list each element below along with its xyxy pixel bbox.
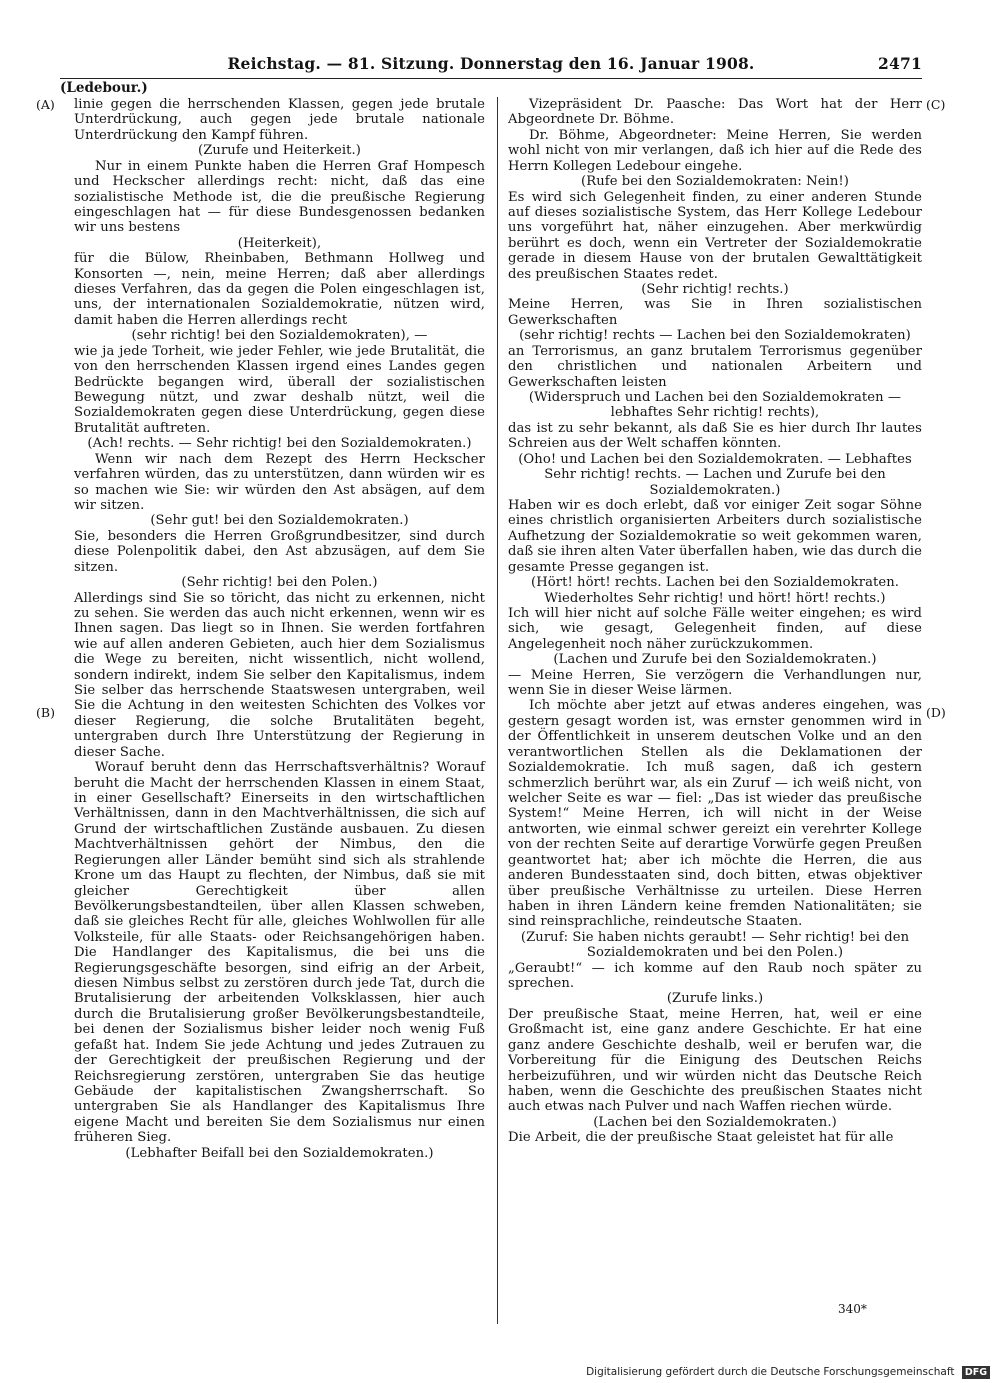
margin-marker-c: (C) xyxy=(926,97,946,112)
paragraph: „Geraubt!“ — ich komme auf den Raub noch später zu sprechen. xyxy=(508,960,922,992)
column-divider xyxy=(497,97,498,1324)
paragraph: Sie, besonders die Herren Großgrundbesitzer, sind durch diese Polenpolitik dabei, den Ast abzusägen, auf dem Sie sitzen. xyxy=(74,528,485,575)
paragraph: linie gegen die herrschenden Klassen, gegen jede brutale Unterdrückung, auch gegen jede brutale nationale Unterdrückung den Kampf führen. xyxy=(74,97,485,143)
footer xyxy=(560,1366,990,1380)
paragraph: das ist zu sehr bekannt, als daß Sie es hier durch Ihr lautes Schreien aus der Welt schaffen könnten. xyxy=(508,420,922,452)
header-title: Reichstag. — 81. Sitzung. Donnerstag den 16. Januar 1908. xyxy=(227,54,755,73)
interjection: (Lebhafter Beifall bei den Sozialdemokraten.) xyxy=(125,1145,434,1161)
interjection: (Zuruf: Sie haben nichts geraubt! — Sehr richtig! bei den Sozialdemokraten und bei den Polen.) xyxy=(520,929,910,961)
paragraph: Der preußische Staat, meine Herren, hat, weil er eine Großmacht ist, eine ganz andere Geschichte. Er hat eine ganz andere Geschichte deshalb, weil er berufen war, die Vorbereitung für die Einigung des Deutschen Reichs herbeizuführen, und wir würden nicht das Deutsche Reich haben, wenn die Geschichte des preußischen Staates nicht auch etwas nach Pulver und nach Waffen riechen würde. xyxy=(508,1006,922,1115)
dfg-logo: DFG xyxy=(962,1366,990,1379)
interjection: (sehr richtig! rechts — Lachen bei den Sozialdemokraten) xyxy=(519,328,911,344)
interjection: (Sehr gut! bei den Sozialdemokraten.) xyxy=(150,513,409,529)
header-rule xyxy=(60,78,922,79)
interjection: (Lachen und Zurufe bei den Sozialdemokraten.) xyxy=(553,652,877,668)
interjection: (Hört! hört! rechts. Lachen bei den Sozialdemokraten. Wiederholtes Sehr richtig! und hört! hört! rechts.) xyxy=(530,575,900,606)
paragraph: Wenn wir nach dem Rezept des Herrn Heckscher verfahren würden, das zu unterstützen, dann würden wir es so machen wie Sie: wir würden den Ast absägen, auf dem wir sitzen. xyxy=(74,451,485,513)
margin-marker-b: (B) xyxy=(36,705,55,720)
left-column xyxy=(74,97,485,1161)
interjection: (Heiterkeit), xyxy=(237,235,322,251)
interjection: (Rufe bei den Sozialdemokraten: Nein!) xyxy=(581,174,849,190)
paragraph: Nur in einem Punkte haben die Herren Graf Hompesch und Heckscher allerdings recht: nicht, daß das eine sozialistische Methode ist, die die preußische Regierung eingeschlagen hat — für diese Bundesgenossen bedanken wir uns bestens xyxy=(74,158,485,236)
interjection: (Widerspruch und Lachen bei den Sozialdemokraten — lebhaftes Sehr richtig! rechts), xyxy=(528,390,902,421)
paragraph: Meine Herren, was Sie in Ihren sozialistischen Gewerkschaften xyxy=(508,297,922,328)
paragraph: Ich möchte aber jetzt auf etwas anderes eingehen, was gestern gesagt worden ist, was ernster genommen wird in der Öffentlichkeit in unserem deutschen Volke und an den verantwortlichen Stellen als die Deklamationen der Sozialdemokratie. Ich muß sagen, daß ich gestern schmerzlich berührt war, als ein Zuruf — ich weiß nicht, von welcher Seite es war — fiel: „Das ist wieder das preußische System!“ Meine Herren, ich will nicht in der Weise antworten, wie einmal schwer gereizt ein verehrter Kollege von der rechten Seite auf derartige Vorwürfe gegen Preußen geantwortet hat; aber ich möchte die Herren, die aus anderen Bundesstaaten sind, doch bitten, etwas objektiver über preußische Verhältnisse zu urteilen. Diese Herren haben in ihren Ländern keine fremden Nationalitäten; sie sind reinsprachliche, reindeutsche Staaten. xyxy=(508,698,922,930)
paragraph: an Terrorismus, an ganz brutalem Terrorismus gegenüber den christlichen und nationalen Arbeitern und Gewerkschaften leisten xyxy=(508,343,922,390)
speaker-reference: (Ledebour.) xyxy=(60,80,148,96)
paragraph: Ich will hier nicht auf solche Fälle weiter eingehen; es wird sich, wie gesagt, Gelegenheit finden, auf diese Angelegenheit noch näher zurückzukommen. xyxy=(508,605,922,652)
interjection: (Lachen bei den Sozialdemokraten.) xyxy=(593,1114,837,1130)
margin-marker-a: (A) xyxy=(36,97,55,112)
paragraph: Worauf beruht denn das Herrschaftsverhältnis? Worauf beruht die Macht der herrschenden Klassen in einem Staat, in einer Gesellschaft? Einerseits in den wirtschaftlichen Verhältnissen, dann in den Machtverhältnissen, die sich auf Grund der wirtschaftlichen Zustände ausbauen. Zu diesen Machtverhältnissen gehört der Nimbus, den die Regierungen aller Länder bemüht sind sich als strahlende Krone um das Haupt zu flechten, der Nimbus, daß sie mit gleicher Gerechtigkeit über allen Bevölkerungsbestandteilen, über allen Klassen schweben, daß sie gleiches Recht für alle, gleiches Wohlwollen für alle Volksteile, für alle Staats- oder Reichsangehörigen haben. Die Handlanger des Kapitalismus, die bei uns die Regierungsgeschäfte besorgen, sind eifrig an der Arbeit, diesen Nimbus selbst zu zerstören durch jede Tat, durch die Brutalisierung der arbeitenden Volksklassen, hier auch durch die Brutalisierung großer Bevölkerungsbestandteile, bei denen der Sozialismus bisher leider noch wenig Fuß gefaßt hat. Indem Sie jede Achtung und jedes Zutrauen zu der Gerechtigkeit der preußischen Regierung und der Reichsregierung zerstören, untergraben Sie das heutige Gebäude der kapitalistischen Zwangsherrschaft. So untergraben Sie als Handlanger des Kapitalismus Ihre eigene Macht und bereiten Sie dem Sozialismus nur einen früheren Sieg. xyxy=(74,760,485,1146)
footer-text: Digitalisierung gefördert durch die Deutsche Forschungsgemeinschaft xyxy=(586,1366,955,1378)
interjection: (Zurufe links.) xyxy=(666,991,764,1007)
interjection: (Ach! rechts. — Sehr richtig! bei den Sozialdemokraten.) xyxy=(87,436,472,452)
page-header xyxy=(60,54,922,78)
interjection: (sehr richtig! bei den Sozialdemokraten), — xyxy=(131,328,428,344)
paragraph: — Meine Herren, Sie verzögern die Verhandlungen nur, wenn Sie in dieser Weise lärmen. xyxy=(508,667,922,699)
interjection: (Sehr richtig! rechts.) xyxy=(641,282,789,298)
signature-mark: 340* xyxy=(838,1302,867,1316)
paragraph: Es wird sich Gelegenheit finden, zu einer anderen Stunde auf dieses sozialistische System, das Herr Kollege Ledebour uns vorgeführt hat, näher einzugehen. Aber merkwürdig berührt es doch, wenn ein Vertreter der Sozialdemokratie gerade in diesem Hause von der brutalen Gewalttätigkeit des preußischen Staates redet. xyxy=(508,189,922,282)
margin-marker-d: (D) xyxy=(926,705,946,720)
paragraph: wie ja jede Torheit, wie jeder Fehler, wie jede Brutalität, die von den herrschenden Klassen irgend eines Landes gegen Bedrückte begangen wird, überall der sozialistischen Bewegung nützt, und zwar deshalb nützt, weil die Sozialdemokraten gegen diese Unterdrückung, gegen diese Brutalität auftreten. xyxy=(74,343,485,436)
paragraph: Vizepräsident Dr. Paasche: Das Wort hat der Herr Abgeordnete Dr. Böhme. xyxy=(508,97,922,128)
right-column xyxy=(508,97,922,1146)
page-number: 2471 xyxy=(878,54,922,73)
paragraph: Dr. Böhme, Abgeordneter: Meine Herren, Sie werden wohl nicht von mir verlangen, daß ich hier auf die Rede des Herrn Kollegen Ledebour eingehe. xyxy=(508,127,922,174)
paragraph: Die Arbeit, die der preußische Staat geleistet hat für alle xyxy=(508,1130,894,1146)
interjection: (Sehr richtig! bei den Polen.) xyxy=(181,575,378,591)
interjection: (Zurufe und Heiterkeit.) xyxy=(197,143,362,159)
paragraph: Haben wir es doch erlebt, daß vor einiger Zeit sogar Söhne eines christlich organisierten Arbeiters durch sozialistische Aufhetzung der Sozialdemokratie so weit gekommen waren, daß sie ihren alten Vater überfallen haben, wie das durch die gesamte Presse gegangen ist. xyxy=(508,497,922,575)
paragraph: Allerdings sind Sie so töricht, das nicht zu erkennen, nicht zu sehen. Sie werden das auch nicht erkennen, wenn wir es Ihnen sagen. Das liegt so in Ihnen. Sie werden fortfahren wie auf allen anderen Gebieten, auch hier dem Sozialismus die Wege zu bereiten, nicht wissentlich, nicht wollend, sondern indirekt, indem Sie selber den Kapitalismus, indem Sie selber das herrschende Staatswesen untergraben, weil Sie die Achtung in den weitesten Schichten des Volkes vor dieser Regierung, die solche Brutalitäten begeht, untergraben durch Ihre Unterstützung der Regierung in dieser Sache. xyxy=(74,590,485,760)
interjection: (Oho! und Lachen bei den Sozialdemokraten. — Lebhaftes Sehr richtig! rechts. — Lachen und Zurufe bei den Sozialdemokraten.) xyxy=(518,451,912,498)
paragraph: für die Bülow, Rheinbaben, Bethmann Hollweg und Konsorten —, nein, meine Herren; daß aber allerdings dieses Verfahren, das da gegen die Polen eingeschlagen ist, uns, der internationalen Sozialdemokratie, nützen wird, damit haben die Herren allerdings recht xyxy=(74,251,485,328)
